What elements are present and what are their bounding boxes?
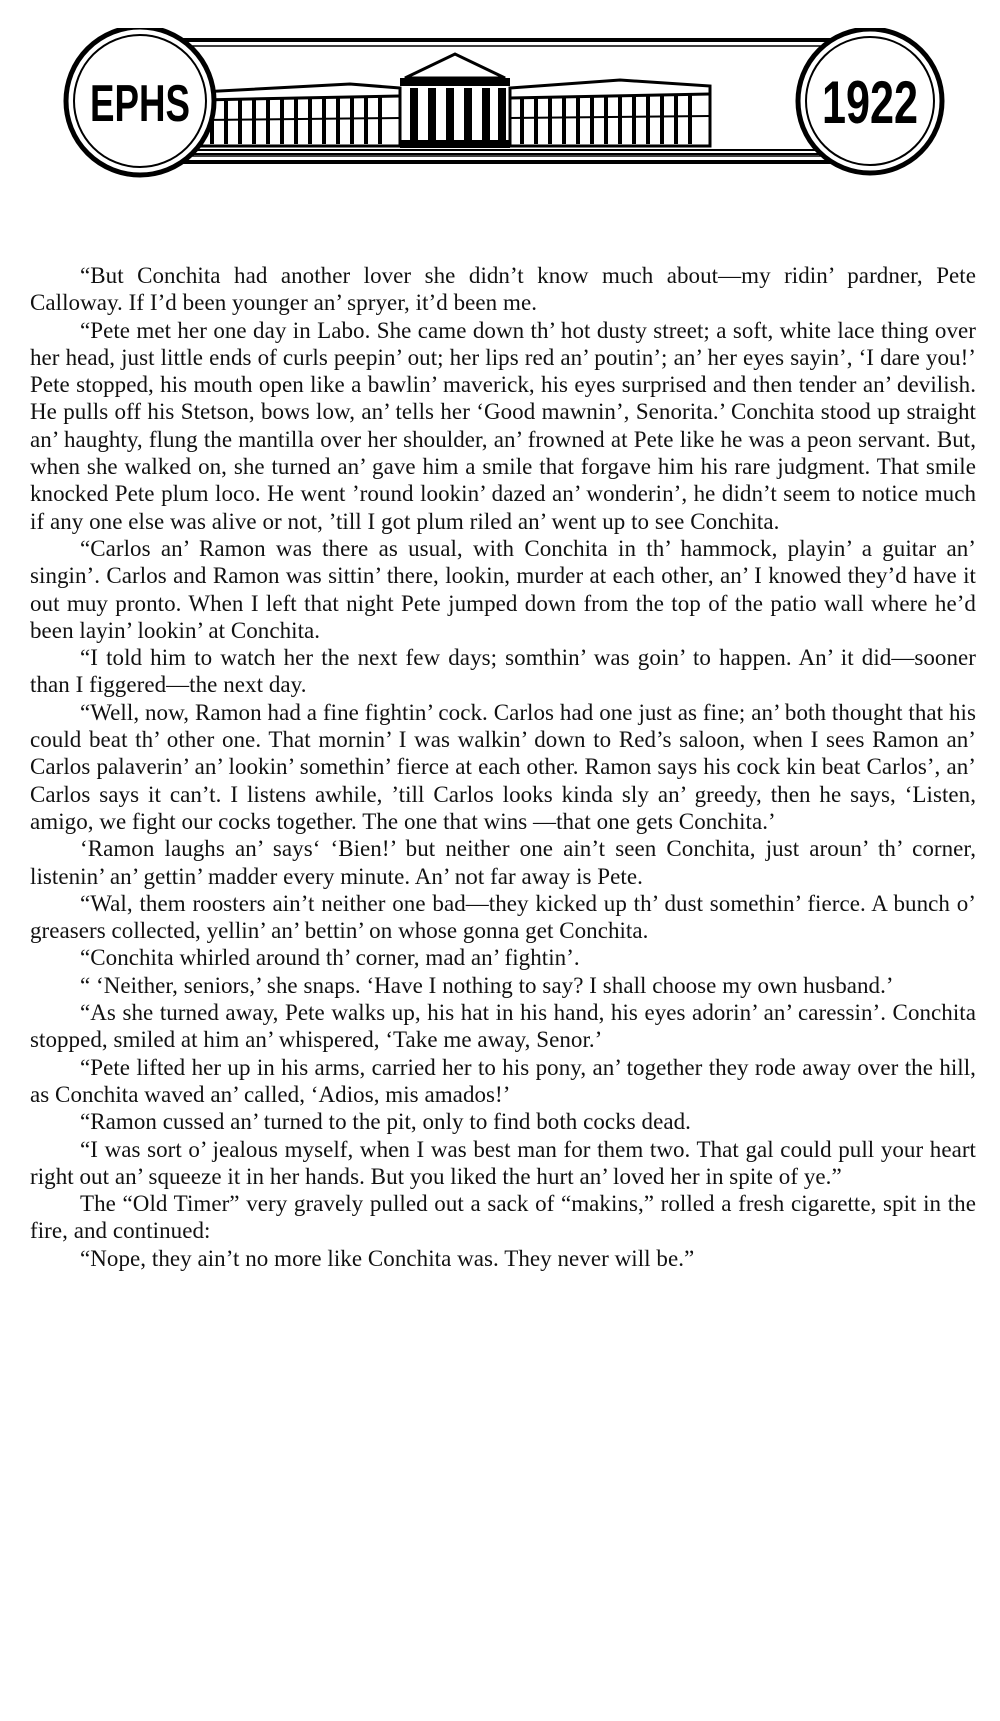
paragraph: “ ‘Neither, seniors,’ she snaps. ‘Have I nothing to say? I shall choose my own husband.’ xyxy=(80,972,894,998)
header-banner xyxy=(60,28,945,188)
paragraph: “Carlos an’ Ramon was there as usual, with Conchita in th’ hammock, playin’ a guitar an’ singin’. Carlos and Ramon was sittin’ there, lookin, murder at each other, an’ I knowed they’d have it out muy pronto. When I left that night Pete jumped down from the top of the patio wall where he’d been layin’ lookin’ at Conchita. xyxy=(30,535,976,643)
paragraph: “As she turned away, Pete walks up, his hat in his hand, his eyes adorin’ an’ caressin’. Conchita stopped, smiled at him an’ whispered, ‘Take me away, Senor.’ xyxy=(30,1000,976,1053)
emblem-right-text: 1922 xyxy=(822,69,918,136)
year-emblem xyxy=(798,29,942,173)
paragraph: “Ramon cussed an’ turned to the pit, only to find both cocks dead. xyxy=(80,1109,691,1135)
story-text xyxy=(30,262,976,1272)
paragraph: “Well, now, Ramon had a fine fightin’ cock. Carlos had one just as fine; an’ both thought that his could beat th’ other one. That mornin’ I was walkin’ down to Red’s saloon, when I sees Ramon an’ Carlos palaverin’ an’ lookin’ somethin’ fierce at each other. Ramon says his cock kin beat Carlos’, an’ Carlos says it can’t. I listens awhile, ’till Carlos looks kinda sly an’ greedy, then he says, ‘Listen, amigo, we fight our cocks together. The one that wins —that one gets Conchita.’ xyxy=(30,699,976,834)
emblem-left-text: EPHS xyxy=(90,75,190,133)
paragraph: “But Conchita had another lover she didn’t know much about—my ridin’ pardner, Pete Calloway. If I’d been younger an’ spryer, it’d been me. xyxy=(30,263,976,316)
header-illustration xyxy=(60,28,945,188)
paragraph: The “Old Timer” very gravely pulled out a sack of “makins,” rolled a fresh cigarette, spit in the fire, and continued: xyxy=(30,1191,976,1244)
eph-emblem xyxy=(66,28,214,175)
paragraph: “Pete lifted her up in his arms, carried her to his pony, an’ together they rode away over the hill, as Conchita waved an’ called, ‘Adios, mis amados!’ xyxy=(30,1054,976,1107)
paragraph: “I told him to watch her the next few days; somthin’ was goin’ to happen. An’ it did—sooner than I figgered—the next day. xyxy=(30,645,976,698)
paragraph: “Nope, they ain’t no more like Conchita was. They never will be.” xyxy=(80,1245,695,1271)
paragraph: “I was sort o’ jealous myself, when I was best man for them two. That gal could pull your heart right out an’ squeeze it in her hands. But you liked the hurt an’ loved her in spite of ye.” xyxy=(30,1136,976,1189)
paragraph: “Pete met her one day in Labo. She came down th’ hot dusty street; a soft, white lace thing over her head, just little ends of curls peepin’ out; her lips red an’ poutin’; an’ her eyes sayin’, ‘I dare you!’ Pete stopped, his mouth open like a bawlin’ maverick, his eyes surprised and then tender an’ devilish. He pulls off his Stetson, bows low, an’ tells her ‘Good mawnin’, Senorita.’ Conchita stood up straight an’ haughty, flung the mantilla over her shoulder, an’ frowned at Pete like he was a peon servant. But, when she walked on, she turned an’ gave him a smile that forgave him his rare judgment. That smile knocked Pete plum loco. He went ’round lookin’ dazed an’ wonderin’, he didn’t seem to notice much if any one else was alive or not, ’till I got plum riled an’ went up to see Conchita. xyxy=(30,317,976,534)
paragraph: “Conchita whirled around th’ corner, mad an’ fightin’. xyxy=(80,945,580,971)
paragraph: ‘Ramon laughs an’ says‘ ‘Bien!’ but neither one ain’t seen Conchita, just aroun’ th’ corner, listenin’ an’ gettin’ madder every minute. An’ not far away is Pete. xyxy=(30,836,976,889)
paragraph: “Wal, them roosters ain’t neither one bad—they kicked up th’ dust somethin’ fierce. A bunch o’ greasers collected, yellin’ an’ bettin’ on whose gonna get Conchita. xyxy=(30,890,976,944)
